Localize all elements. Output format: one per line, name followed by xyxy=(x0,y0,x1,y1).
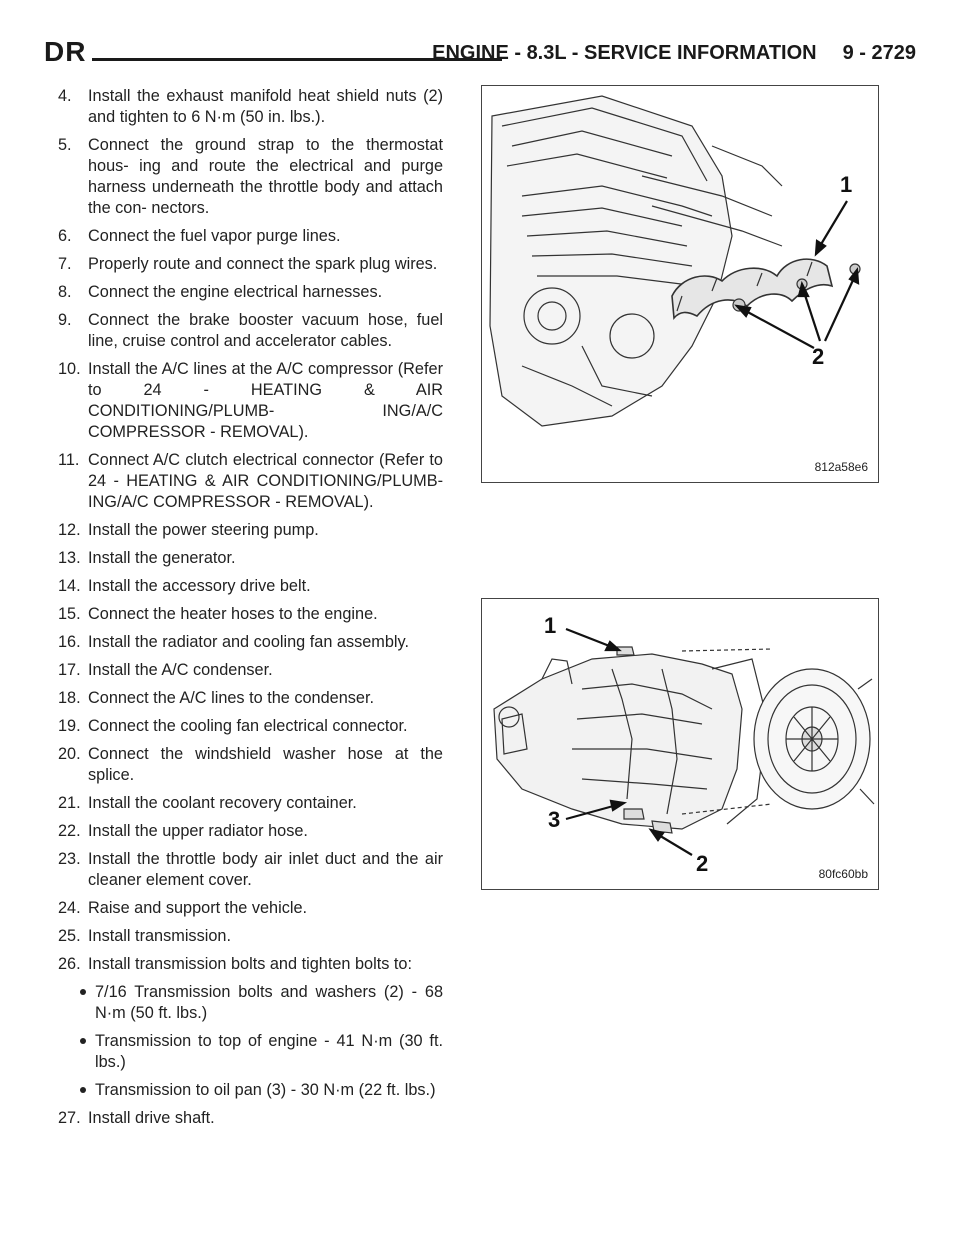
bullet-text: Transmission to oil pan (3) - 30 N·m (22 ft. lbs.) xyxy=(95,1081,436,1099)
step-number: 13. xyxy=(58,549,81,567)
step xyxy=(58,688,443,709)
bullet-icon xyxy=(80,1038,86,1044)
step xyxy=(58,660,443,681)
step-number: 18. xyxy=(58,689,81,707)
step xyxy=(58,226,443,247)
step-text: Install the exhaust manifold heat shield nuts (2) and tighten to 6 N·m (50 in. lbs.). xyxy=(88,87,443,126)
callout-label: 1 xyxy=(544,613,557,638)
step xyxy=(58,86,443,128)
step-number: 22. xyxy=(58,822,81,840)
callout-label: 1 xyxy=(840,172,853,197)
step-text: Install the upper radiator hose. xyxy=(88,822,308,840)
step-number: 19. xyxy=(58,717,81,735)
step-text: Connect the windshield washer hose at the splice. xyxy=(88,745,443,784)
step-text: Install the A/C lines at the A/C compressor (Refer to 24 - HEATING & AIR CONDITIONING/PLUMB- ING/A/C COMPRESSOR - REMOVAL). xyxy=(88,360,443,441)
figure-transmission xyxy=(481,598,879,890)
step-text: Install the coolant recovery container. xyxy=(88,794,357,812)
step-text: Properly route and connect the spark plug wires. xyxy=(88,255,438,273)
step xyxy=(58,793,443,814)
step xyxy=(58,520,443,541)
step xyxy=(58,632,443,653)
step-text: Install the throttle body air inlet duct and the air cleaner element cover. xyxy=(88,850,443,889)
bullet-icon xyxy=(80,1087,86,1093)
header-title: ENGINE - 8.3L - SERVICE INFORMATION xyxy=(432,42,817,64)
step-text: Connect the fuel vapor purge lines. xyxy=(88,227,341,245)
step-text: Connect A/C clutch electrical connector (Refer to 24 - HEATING & AIR CONDITIONING/PLUMB- ING/A/C COMPRESSOR - REMOVAL). xyxy=(88,451,443,511)
step xyxy=(58,254,443,275)
bullet-text: Transmission to top of engine - 41 N·m (30 ft. lbs.) xyxy=(95,1032,443,1071)
transmission-illustration xyxy=(482,599,878,889)
procedure-steps xyxy=(58,86,443,1136)
page-header xyxy=(44,36,916,76)
step xyxy=(58,548,443,569)
step xyxy=(58,282,443,303)
step-text: Connect the brake booster vacuum hose, fuel line, cruise control and accelerator cables. xyxy=(88,311,443,350)
step xyxy=(58,1108,443,1129)
callout-label: 2 xyxy=(812,344,825,369)
section-code: DR xyxy=(44,36,87,67)
step xyxy=(58,135,443,219)
heat-shield-illustration xyxy=(482,86,878,482)
step-text: Connect the A/C lines to the condenser. xyxy=(88,689,375,707)
step-number: 17. xyxy=(58,661,81,679)
step-text: Install the accessory drive belt. xyxy=(88,577,311,595)
bullet-text: 7/16 Transmission bolts and washers (2) - 68 N·m (50 ft. lbs.) xyxy=(95,983,443,1022)
step xyxy=(58,954,443,975)
step-number: 14. xyxy=(58,577,81,595)
page-number: 9 - 2729 xyxy=(842,42,916,64)
step-number: 7. xyxy=(58,255,72,273)
step-number: 10. xyxy=(58,360,81,378)
bullet-item xyxy=(58,982,443,1024)
step-text: Install transmission bolts and tighten bolts to: xyxy=(88,955,412,973)
step-number: 25. xyxy=(58,927,81,945)
callout-label: 2 xyxy=(696,851,709,876)
step-text: Connect the cooling fan electrical connector. xyxy=(88,717,408,735)
step-text: Install transmission. xyxy=(88,927,231,945)
step-text: Connect the heater hoses to the engine. xyxy=(88,605,378,623)
step-number: 6. xyxy=(58,227,72,245)
step xyxy=(58,821,443,842)
header-title-block xyxy=(432,42,916,65)
step-number: 12. xyxy=(58,521,81,539)
step-text: Install the generator. xyxy=(88,549,236,567)
step-number: 23. xyxy=(58,850,81,868)
step-number: 24. xyxy=(58,899,81,917)
step-number: 9. xyxy=(58,311,72,329)
step xyxy=(58,716,443,737)
figure-id: 812a58e6 xyxy=(814,460,868,474)
step xyxy=(58,898,443,919)
step xyxy=(58,926,443,947)
step-text: Install the A/C condenser. xyxy=(88,661,273,679)
step-number: 8. xyxy=(58,283,72,301)
step xyxy=(58,450,443,513)
step xyxy=(58,310,443,352)
step xyxy=(58,604,443,625)
step-number: 21. xyxy=(58,794,81,812)
step-text: Install the radiator and cooling fan assembly. xyxy=(88,633,409,651)
step xyxy=(58,744,443,786)
step-number: 11. xyxy=(58,451,80,469)
step-number: 5. xyxy=(58,136,72,154)
step-text: Install the power steering pump. xyxy=(88,521,319,539)
step-text: Raise and support the vehicle. xyxy=(88,899,308,917)
step xyxy=(58,359,443,443)
step-text: Connect the ground strap to the thermostat hous- ing and route the electrical and purge harness underneath the throttle body and attach the con- nectors. xyxy=(88,136,443,217)
step-number: 4. xyxy=(58,87,72,105)
bullet-item xyxy=(58,1031,443,1073)
step-number: 26. xyxy=(58,955,81,973)
step-number: 15. xyxy=(58,605,81,623)
step-number: 27. xyxy=(58,1109,81,1127)
step-number: 20. xyxy=(58,745,81,763)
step xyxy=(58,576,443,597)
callout-label: 3 xyxy=(548,807,561,832)
step-text: Connect the engine electrical harnesses. xyxy=(88,283,383,301)
step-text: Install drive shaft. xyxy=(88,1109,215,1127)
step-number: 16. xyxy=(58,633,81,651)
bullet-icon xyxy=(80,989,86,995)
figure-heat-shield xyxy=(481,85,879,483)
figure-id: 80fc60bb xyxy=(818,867,868,881)
bullet-item xyxy=(58,1080,443,1101)
step xyxy=(58,849,443,891)
